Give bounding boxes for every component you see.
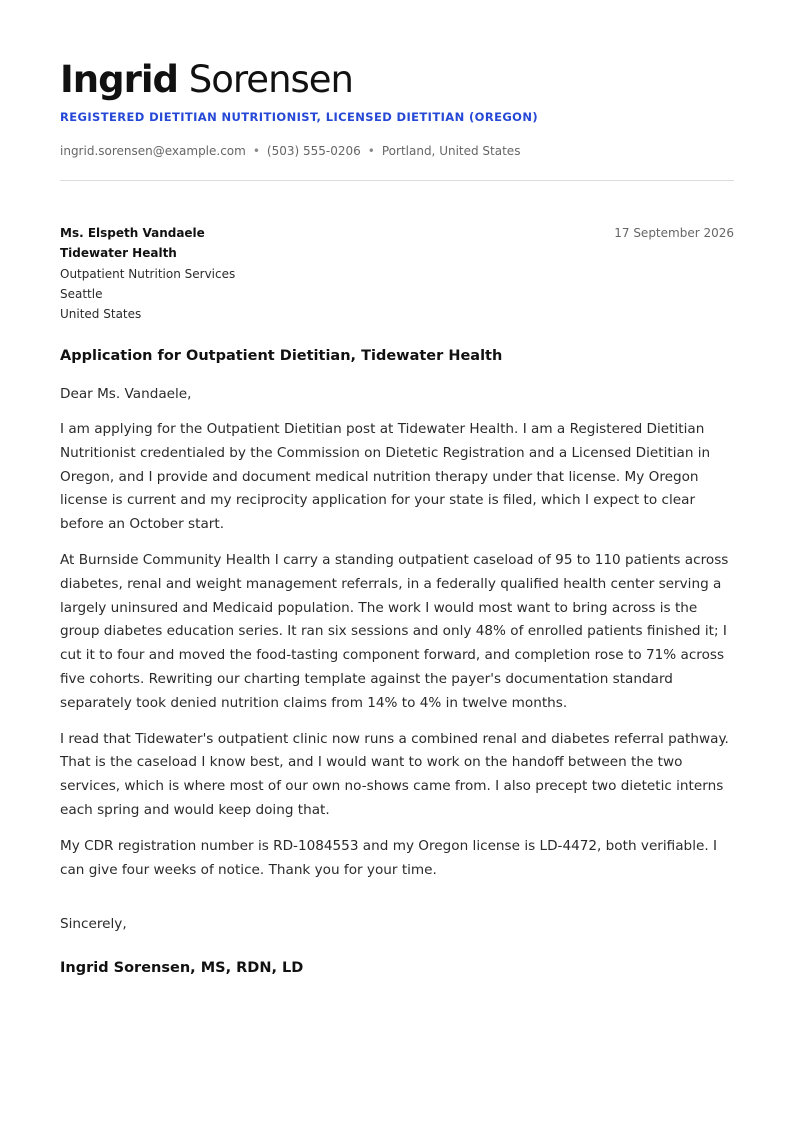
recipient-name: Ms. Elspeth Vandaele xyxy=(60,226,205,240)
applicant-title: REGISTERED DIETITIAN NUTRITIONIST, LICENSED DIETITIAN (OREGON) xyxy=(60,110,539,124)
applicant-last-name: Sorensen xyxy=(188,58,354,101)
salutation: Dear Ms. Vandaele, xyxy=(60,386,192,402)
header-divider xyxy=(60,180,734,181)
recipient-department: Outpatient Nutrition Services xyxy=(60,266,236,281)
address-block xyxy=(60,223,734,323)
body-paragraph: My CDR registration number is RD-1084553 and my Oregon license is LD-4472, both verifiable. I can give four weeks of notice. Thank you for your time. xyxy=(60,837,717,878)
recipient-organization: Tidewater Health xyxy=(60,246,177,261)
cover-letter-page xyxy=(60,56,734,976)
signature-name: Ingrid Sorensen, MS, RDN, LD xyxy=(60,960,304,977)
closing: Sincerely, xyxy=(60,916,127,933)
email-text: ingrid.sorensen@example.com xyxy=(60,144,246,158)
letter-subject: Application for Outpatient Dietitian, Tidewater Health xyxy=(60,348,503,364)
applicant-first-name: Ingrid xyxy=(60,58,179,101)
phone-text: (503) 555-0206 xyxy=(266,144,361,158)
separator-dot: • xyxy=(252,144,260,158)
contact-line xyxy=(60,144,734,158)
location-text: Portland, United States xyxy=(381,144,521,158)
body-paragraph: I am applying for the Outpatient Dietitian post at Tidewater Health. I am a Registered Dietitian Nutritionist credentialed by the Commission on Dietetic Registration and a Licensed Dietitian in Oregon, and I provide and document medical nutrition therapy under that license. My Oregon license is current and my reciprocity application for your state is filed, which I expect to clear before an October start. xyxy=(60,421,711,533)
body-paragraph: At Burnside Community Health I carry a standing outpatient caseload of 95 to 110 patients across diabetes, renal and weight management referrals, in a federally qualified health center serving a largely uninsured and Medicaid population. The work I would most want to bring across is the group diabetes education series. It ran six sessions and only 48% of enrolled patients finished it; I cut it to four and moved the food-tasting component forward, and completion rose to 71% across five cohorts. Rewriting our charting template against the payer's documentation standard separately took denied nutrition claims from 14% to 4% in twelve months. xyxy=(60,551,729,711)
recipient-country: United States xyxy=(60,307,142,322)
recipient-city: Seattle xyxy=(60,286,103,301)
letter-date: 17 September 2026 xyxy=(614,226,734,240)
separator-dot: • xyxy=(367,144,375,158)
body-paragraph: I read that Tidewater's outpatient clinic now runs a combined renal and diabetes referral pathway. That is the caseload I know best, and I would want to work on the handoff between the two services, which is where most of our own no-shows came from. I also precept two dietetic interns each spring and would keep doing that. xyxy=(60,730,729,818)
applicant-name xyxy=(60,56,734,104)
